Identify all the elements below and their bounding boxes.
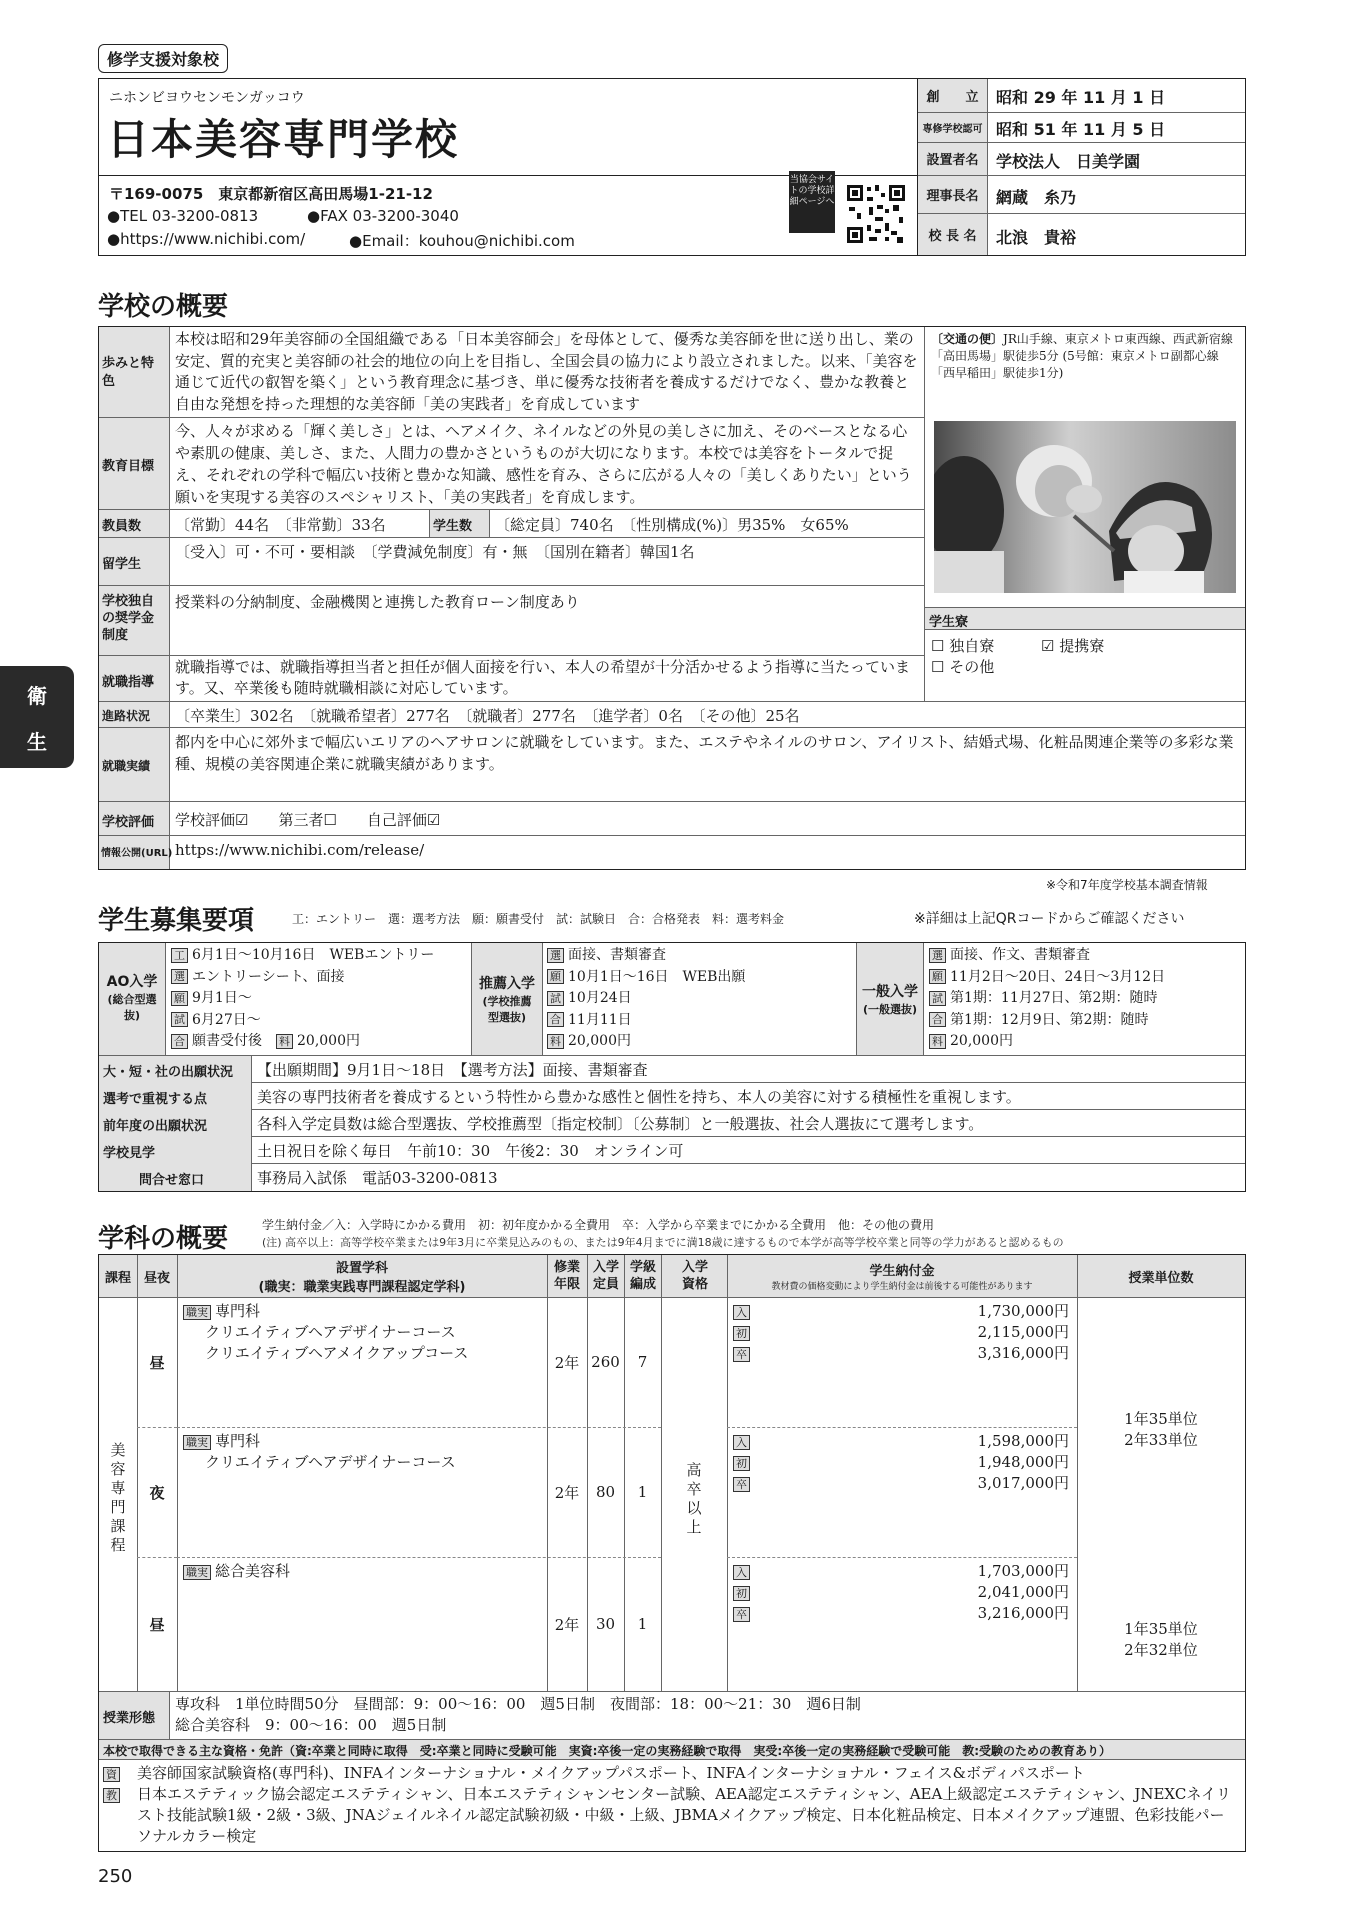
row1-fees: 1,730,000円 2,115,000円 3,316,000円 [977, 1302, 1069, 1362]
recruit-table [98, 942, 1246, 1192]
dept-table [98, 1254, 1246, 1852]
info-value-chair: 網蔵 糸乃 [996, 188, 1077, 207]
dept-heading: 学科の概要 [98, 1224, 229, 1254]
qr-caption: 当協会サイトの学校詳細ページへ [789, 171, 835, 233]
course-name: 美容専門課程 [110, 1441, 126, 1554]
row2-fees: 1,598,000円 1,948,000円 3,017,000円 [977, 1432, 1069, 1492]
info-value-founder: 学校法人 日美学園 [996, 152, 1141, 171]
info-label-founded: 創 立 [926, 90, 979, 105]
row1-years: 2年 [554, 1353, 580, 1372]
teachers-value: 〔常勤〕44名 〔非常勤〕33名 [175, 516, 386, 534]
history-label: 歩みと特色 [102, 356, 155, 389]
row3-class: 1 [637, 1615, 648, 1633]
info-label-principal: 校 長 名 [928, 228, 977, 244]
eval-value: 学校評価☑ 第三者☐ 自己評価☑ [175, 811, 441, 829]
info-label-chair: 理事長名 [926, 188, 979, 204]
intl-value: 〔受入〕可・不可・要相談 〔学費減免制度〕有・無 〔国別在籍者〕韓国1名 [175, 543, 695, 561]
row1-fee-marks: 入 初 卒 [733, 1301, 754, 1364]
row1-capacity: 260 [591, 1353, 620, 1371]
info-value-founded: 昭和 29 年 11 月 1 日 [996, 88, 1166, 107]
qualification-value: 高卒以上 [686, 1461, 702, 1536]
disclosure-link[interactable]: https://www.nichibi.com/release/ [175, 841, 425, 859]
tel: ●TEL 03-3200-0813 [107, 207, 259, 225]
access-info [931, 331, 1239, 382]
overview-heading: 学校の概要 [98, 292, 229, 322]
recruit-row-label-2: 選考で重視する点 [103, 1092, 208, 1107]
row2-years: 2年 [554, 1483, 580, 1502]
row2-class: 1 [637, 1483, 648, 1501]
form-label: 授業形態 [103, 1711, 156, 1726]
col-qualification: 入学資格 [681, 1260, 708, 1292]
row2-fee-marks: 入 初 卒 [733, 1431, 754, 1494]
gen-details: 選 面接、作文、書類審査 願 11月2日～20日、24日～3月12日 試 第1期：11月27日、第2期：随時 合 第1期：12月9日、第2期：随時 料 20,000円 [929, 945, 1165, 1053]
col-dept: 設置学科 (職実：職業実践専門課程認定学科) [258, 1261, 466, 1295]
form-lines: 専攻科 1単位時間50分 昼間部：9：00～16：00 週5日制 夜間部：18：00～21：30 週6日制 総合美容科 9：00～16：00 週5日制 [175, 1695, 861, 1734]
fax: ●FAX 03-3200-3040 [307, 207, 459, 225]
school-name: 日本美容専門学校 [107, 115, 460, 164]
scholarship-label: 学校独自の奨学金制度 [102, 594, 155, 643]
dept-legend: 学生納付金／入：入学時にかかる費用 初：初年度かかる全費用 卒：入学から卒業までにかかる全費用 他：その他の費用 [262, 1218, 935, 1232]
goal-text: 今、人々が求める「輝く美しさ」とは、ヘアメイク、ネイルなどの外見の美しさに加え、そのベースとなる心や素肌の健康、美しさ、また、人間力の豊かさというものが大切になります。本校では美容をトータルで捉え、それぞれの学科で幅広い技術と豊かな知識、感性を育み、さらに広がる人々の「美しくありたい」という願いを実現する美容のスペシャリスト、「美の実践者」を育成します。 [175, 422, 912, 506]
recruit-legend: 工：エントリー 選：選考方法 願：願書受付 試：試験日 合：合格発表 料：選考料金 [292, 912, 785, 926]
school-kana: ニホンビヨウセンモンガッコウ [109, 90, 305, 106]
school-header [98, 78, 1246, 256]
col-units: 授業単位数 [1128, 1270, 1194, 1286]
quals-line1: 美容師国家試験資格(専門科)、INFAインターナショナル・メイクアップパスポート、INFAインターナショナル・フェイス&ボディパスポート [137, 1764, 1085, 1782]
row3-fee-marks: 入 初 卒 [733, 1561, 754, 1624]
history-text: 本校は昭和29年美容師の全国組織である「日本美容師会」を母体として、優秀な美容師を世に送り出し、業の安定、質的充実と美容師の社会的地位の向上を目指し、全国会員の協力により設立されました。以来、「美容を通じて近代の叡智を築く」という教育理念に基づき、単に優秀な技術者を養成するだけでなく、豊かな教養と自由な発想を持った理想的な美容師「美の実践者」を育成しています [175, 330, 918, 413]
row3-years: 2年 [554, 1615, 580, 1634]
dorm-option-partner: ☑ 提携寮 [1041, 637, 1105, 655]
row1-dept: 職実 専門科 クリエイティブヘアデザイナーコース クリエイティブヘアメイクアップコース [183, 1301, 468, 1364]
recruit-row-value-1: 【出願期間】9月1日～18日 【選考方法】面接、書類審査 [257, 1061, 648, 1079]
career-label: 就職指導 [102, 675, 155, 690]
units-b: 1年35単位 2年32単位 [1124, 1620, 1198, 1659]
email-link[interactable]: ●Email：kouhou@nichibi.com [349, 232, 575, 250]
eval-label: 学校評価 [102, 815, 155, 830]
campus-photo [934, 421, 1236, 593]
rec-details: 選 面接、書類審査 願 10月1日～16日 WEB出願 試 10月24日 合 11月11日 料 20,000円 [547, 945, 745, 1053]
row3-time: 昼 [149, 1615, 165, 1634]
website-link[interactable]: ●https://www.nichibi.com/ [107, 230, 306, 248]
recruit-row-label-4: 学校見学 [103, 1146, 156, 1161]
school-info-table [918, 79, 1245, 255]
recruit-row-label-1: 大・短・社の出願状況 [103, 1065, 234, 1080]
row1-class: 7 [637, 1353, 648, 1371]
row2-time: 夜 [149, 1483, 165, 1502]
dorm-option-other: ☐ その他 [931, 658, 995, 676]
results-value: 都内を中心に郊外まで幅広いエリアのヘアサロンに就職をしています。また、エステやネイルのサロン、アイリスト、結婚式場、化粧品関連企業等の多彩な業種、規模の美容関連企業に就職実績があります。 [175, 733, 1234, 773]
col-capacity: 入学定員 [592, 1260, 619, 1292]
career-value: 就職指導では、就職指導担当者と担任が個人面接を行い、本人の希望が十分活かせるよう指導に当たっています。又、卒業後も随時就職相談に対応しています。 [175, 658, 911, 697]
access-label: 〔交通の便〕 [931, 332, 1004, 346]
col-course: 課程 [104, 1270, 131, 1286]
goal-label: 教育目標 [102, 459, 155, 474]
col-years: 修業年限 [553, 1260, 580, 1292]
ao-details: 工 6月1日～10月16日 WEBエントリー 選 エントリーシート、面接 願 9月1日～ 試 6月27日～ 合 願書受付後 料 20,000円 [171, 945, 434, 1053]
recruit-row-value-5: 事務局入試係 電話03-3200-0813 [257, 1169, 498, 1187]
row3-fees: 1,703,000円 2,041,000円 3,216,000円 [977, 1562, 1069, 1622]
col-time: 昼夜 [143, 1270, 170, 1286]
dorm-option-own: ☐ 独自寮 [931, 637, 995, 655]
intl-label: 留学生 [102, 557, 142, 572]
teachers-label: 教員数 [102, 519, 142, 534]
access-value: JR山手線、東京メトロ東西線、西武新宿線「高田馬場」駅徒歩5分 (5号館：東京メトロ副都心線「西早稲田」駅徒歩1分) [931, 332, 1233, 380]
col-fee: 学生納付金 教材費の価格変動により学生納付金は前後する可能性があります [771, 1264, 1033, 1292]
dorm-label: 学生寮 [929, 615, 969, 630]
recruit-row-value-4: 土日祝日を除く毎日 午前10：30 午後2：30 オンライン可 [257, 1142, 684, 1160]
units-a: 1年35単位 2年33単位 [1124, 1410, 1198, 1449]
info-value-approved: 昭和 51 年 11 月 5 日 [996, 120, 1166, 139]
results-label: 就職実績 [102, 759, 151, 773]
path-value: 〔卒業生〕302名 〔就職希望者〕277名 〔就職者〕277名 〔進学者〕0名 〔その他〕25名 [175, 707, 800, 725]
ao-title: AO入学 (総合型選抜) [106, 974, 158, 1022]
row2-dept: 職実 専門科 クリエイティブヘアデザイナーコース [183, 1431, 456, 1473]
recruit-row-label-3: 前年度の出願状況 [103, 1119, 208, 1134]
overview-footnote: ※令和7年度学校基本調査情報 [1046, 878, 1208, 892]
students-value: 〔総定員〕740名 〔性別構成(%)〕男35% 女65% [495, 516, 849, 534]
recruit-legend-note: ※詳細は上記QRコードからご確認ください [914, 911, 1185, 927]
rec-title: 推薦入学 (学校推薦型選抜) [479, 976, 535, 1024]
recruit-heading: 学生募集要項 [98, 906, 255, 936]
side-tab: 衛 生 [0, 666, 74, 768]
quals-header: 本校で取得できる主な資格・免許（資:卒業と同時に取得 受:卒業と同時に受験可能 実資:卒後一定の実務経験で取得 実受:卒後一定の実務経験で受験可能 教:受験のための教育あり） [103, 1744, 1112, 1758]
recruit-row-label-5: 問合せ窓口 [139, 1173, 205, 1188]
recruit-row-value-3: 各科入学定員数は総合型選抜、学校推薦型〔指定校制〕〔公募制〕と一般選抜、社会人選抜にて選考します。 [257, 1115, 984, 1133]
gen-title: 一般入学 (一般選抜) [862, 984, 918, 1016]
path-label: 進路状況 [102, 709, 151, 723]
quals-line2: 日本エステティック協会認定エステティシャン、日本エステティシャンセンター試験、AEA認定エステティシャン、AEA上級認定エステティシャン、JNEXCネイリスト技能試験1級・2級・3級、JNAジェイルネイル認定試験初級・中級・上級、JBMAメイクアップ検定、日本化粧品検定、日本メイクアップ連盟、色彩技能パーソナルカラー検定 [137, 1785, 1232, 1845]
address: 〒169-0075 東京都新宿区高田馬場1-21-12 [109, 185, 433, 203]
recruit-row-value-2: 美容の専門技術者を養成するという特性から豊かな感性と個性を持ち、本人の美容に対する積極性を重視します。 [257, 1088, 1021, 1106]
row3-capacity: 30 [595, 1615, 616, 1633]
scholarship-value: 授業料の分納制度、金融機関と連携した教育ローン制度あり [175, 593, 580, 611]
col-class: 学級編成 [629, 1260, 656, 1292]
overview-table [98, 326, 1246, 870]
support-badge: 修学支援対象校 [98, 44, 228, 73]
row3-dept: 職実 総合美容科 [183, 1561, 290, 1582]
info-value-principal: 北浪 貴裕 [996, 228, 1077, 247]
row2-capacity: 80 [595, 1483, 616, 1501]
page-number: 250 [98, 1866, 133, 1887]
row1-time: 昼 [149, 1353, 165, 1372]
disclosure-label: 情報公開(URL) [101, 848, 173, 859]
info-label-approved: 専修学校認可 [922, 123, 983, 135]
qr-code-icon[interactable] [845, 183, 907, 245]
dept-note: (注) 高卒以上：高等学校卒業または9年3月に卒業見込みのもの、または9年4月までに満18歳に達するもので本学が高等学校卒業と同等の学力があると認めるもの [262, 1236, 1064, 1249]
info-label-founder: 設置者名 [926, 153, 979, 168]
students-label: 学生数 [433, 519, 473, 534]
quals-marks: 資 教 [103, 1763, 124, 1805]
